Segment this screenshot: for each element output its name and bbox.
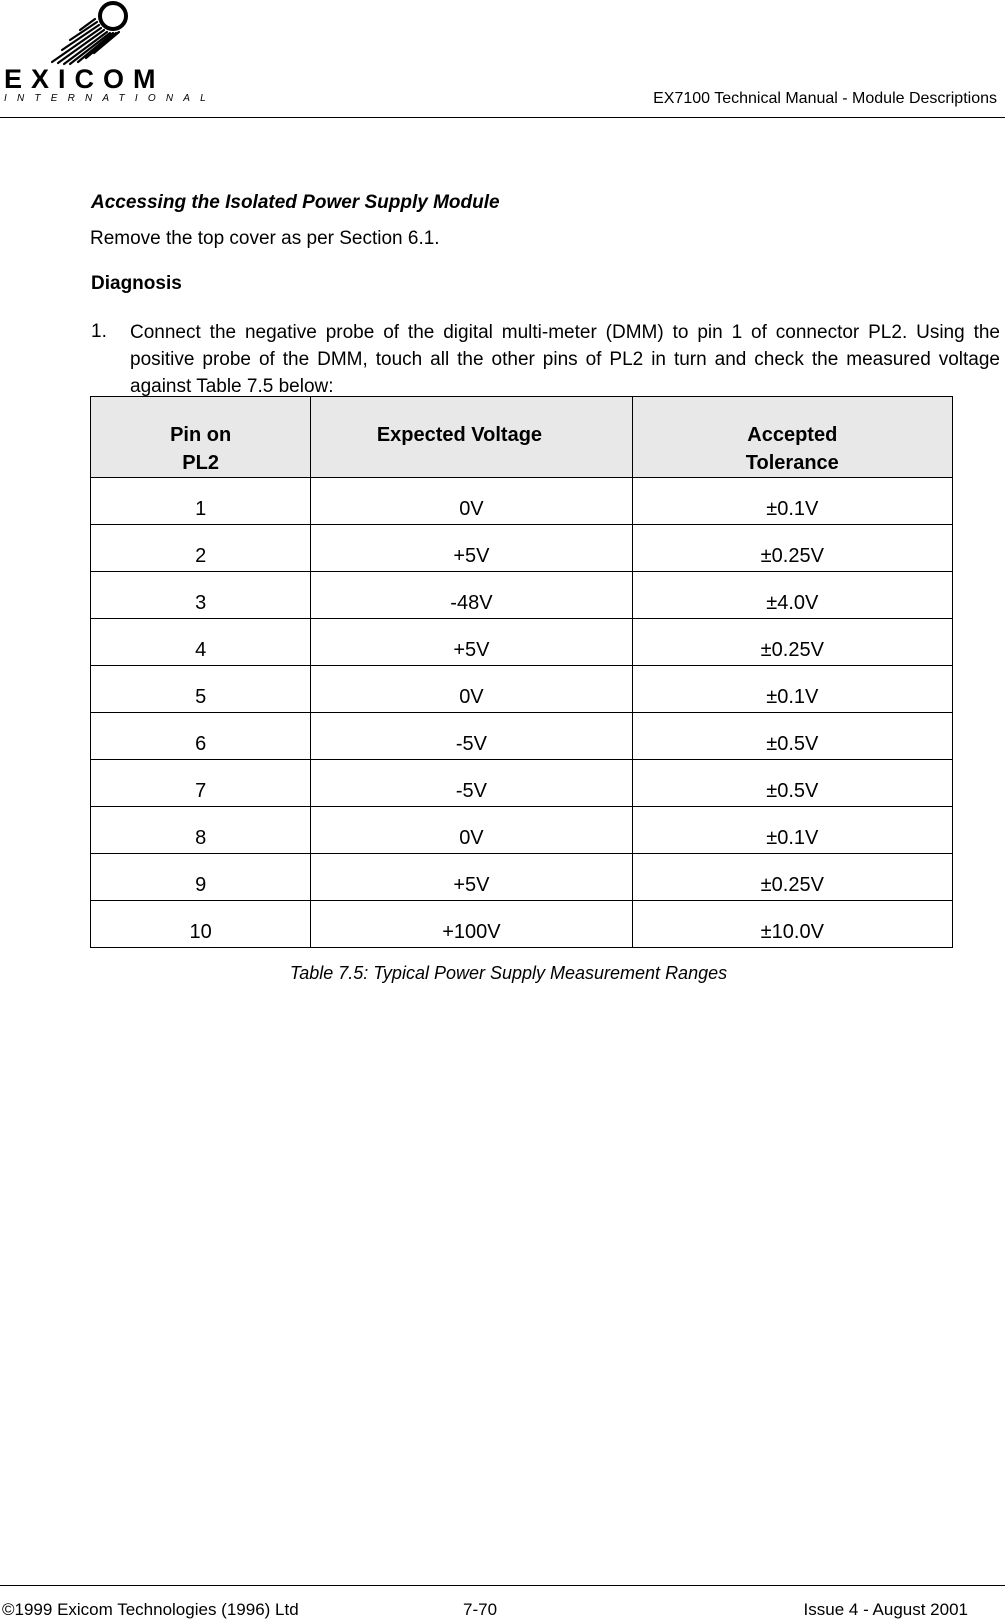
cell-voltage: +5V bbox=[311, 854, 632, 901]
cell-tolerance: ±0.1V bbox=[632, 807, 952, 854]
cell-pin: 6 bbox=[91, 713, 311, 760]
cell-voltage: 0V bbox=[311, 807, 632, 854]
cell-voltage: +5V bbox=[311, 619, 632, 666]
footer-copyright: ©1999 Exicom Technologies (1996) Ltd bbox=[2, 1600, 299, 1619]
cell-tolerance: ±4.0V bbox=[632, 572, 952, 619]
cell-pin: 3 bbox=[91, 572, 311, 619]
table-caption: Table 7.5: Typical Power Supply Measurement Ranges bbox=[289, 963, 728, 983]
exicom-logo-emblem-icon bbox=[0, 0, 170, 70]
cell-pin: 5 bbox=[91, 666, 311, 713]
header-tolerance-label: Accepted Tolerance bbox=[745, 424, 839, 474]
cell-pin: 8 bbox=[91, 807, 311, 854]
cell-pin: 7 bbox=[91, 760, 311, 807]
table-row bbox=[91, 619, 953, 666]
cell-tolerance: ±0.25V bbox=[632, 619, 952, 666]
cell-voltage: -5V bbox=[311, 760, 632, 807]
cell-tolerance: ±0.25V bbox=[632, 854, 952, 901]
cell-tolerance: ±0.1V bbox=[632, 478, 952, 525]
table-row bbox=[91, 901, 953, 948]
diagnosis-heading: Diagnosis bbox=[91, 273, 182, 294]
footer-issue: Issue 4 - August 2001 bbox=[803, 1600, 968, 1619]
header-pin-on-pl2 bbox=[91, 397, 311, 478]
cell-voltage: -48V bbox=[311, 572, 632, 619]
table-row bbox=[91, 572, 953, 619]
cell-voltage: 0V bbox=[311, 478, 632, 525]
cell-tolerance: ±0.5V bbox=[632, 713, 952, 760]
cell-pin: 4 bbox=[91, 619, 311, 666]
table-row bbox=[91, 807, 953, 854]
table-row bbox=[91, 666, 953, 713]
footer-page-number: 7-70 bbox=[463, 1600, 498, 1619]
header-divider bbox=[0, 117, 1005, 118]
cell-voltage: 0V bbox=[311, 666, 632, 713]
exicom-logo bbox=[0, 0, 216, 112]
cell-voltage: -5V bbox=[311, 713, 632, 760]
footer-divider bbox=[0, 1585, 1005, 1586]
step-number: 1. bbox=[91, 321, 107, 342]
header-voltage-label: Expected Voltage bbox=[376, 424, 543, 446]
table-header-row bbox=[91, 397, 953, 478]
cell-tolerance: ±0.25V bbox=[632, 525, 952, 572]
step-text: Connect the negative probe of the digital multi-meter (DMM) to pin 1 of connector PL2. Using the positive probe of the DMM, touch all the other pins of PL2 in turn and check the measured voltage against Table 7.5 below: bbox=[130, 322, 1000, 397]
cell-pin: 2 bbox=[91, 525, 311, 572]
logo-wordmark: EXICOM bbox=[4, 64, 165, 94]
cell-pin: 9 bbox=[91, 854, 311, 901]
table-row bbox=[91, 478, 953, 525]
logo-subtitle: INTERNATIONAL bbox=[4, 93, 216, 104]
cell-voltage: +5V bbox=[311, 525, 632, 572]
cell-pin: 1 bbox=[91, 478, 311, 525]
intro-paragraph: Remove the top cover as per Section 6.1. bbox=[90, 228, 440, 249]
table-row bbox=[91, 713, 953, 760]
table-row bbox=[91, 854, 953, 901]
header-accepted-tolerance bbox=[632, 397, 952, 478]
cell-tolerance: ±0.5V bbox=[632, 760, 952, 807]
table-row bbox=[91, 525, 953, 572]
document-header-title: EX7100 Technical Manual - Module Descriptions bbox=[653, 90, 997, 107]
cell-tolerance: ±0.1V bbox=[632, 666, 952, 713]
table-row bbox=[91, 760, 953, 807]
header-expected-voltage bbox=[311, 397, 632, 478]
header-pin-label: Pin on PL2 bbox=[170, 424, 232, 474]
section-heading: Accessing the Isolated Power Supply Module bbox=[91, 192, 500, 213]
cell-pin: 10 bbox=[91, 901, 311, 948]
measurement-table bbox=[90, 396, 953, 948]
cell-tolerance: ±10.0V bbox=[632, 901, 952, 948]
cell-voltage: +100V bbox=[311, 901, 632, 948]
